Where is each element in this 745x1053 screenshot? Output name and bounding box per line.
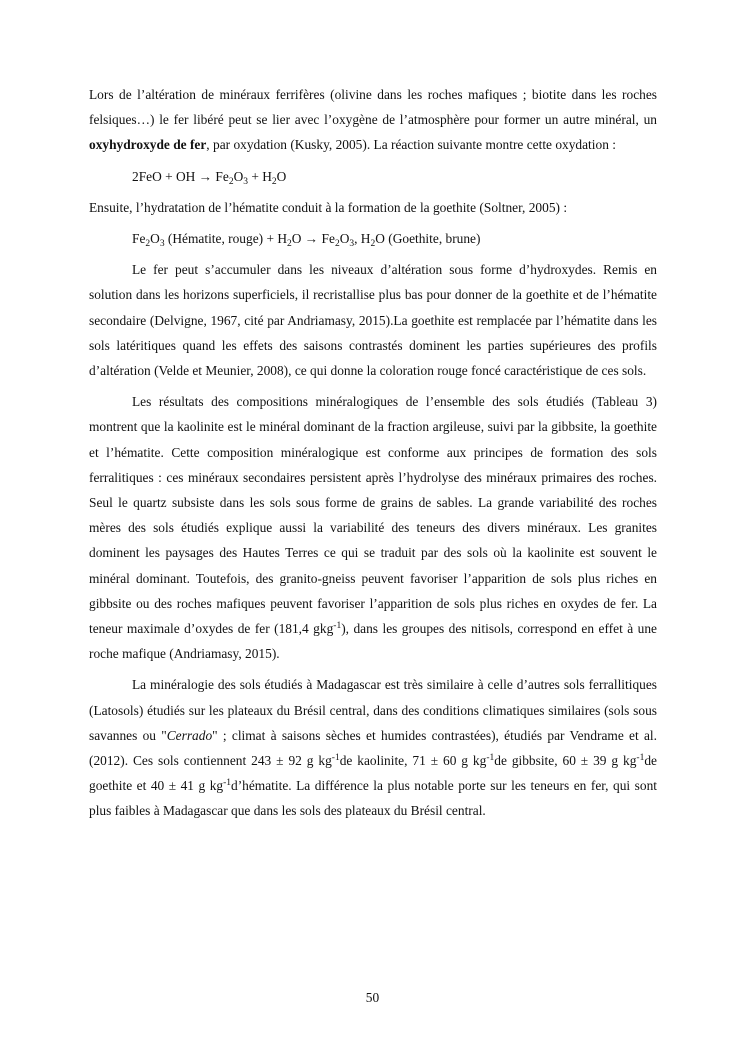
superscript: -1 [223,778,232,789]
eq-text: , H [354,231,371,247]
eq-subscript: 3 [349,239,355,250]
eq-text: (Hématite, rouge) + H [164,231,288,247]
eq-subscript: 2 [287,239,292,250]
text-run: La minéralogie des sols étudiés à Madagascar est très similaire à celle d’autres sols ferrallitiques (Latosols) étudiés sur les plateaux du Brésil central, dans des conditions climatiques similaires (sols sous savannes ou " [89,677,657,743]
equation-hydration [89,226,657,251]
text-run: d’hématite. La différence la plus notable porte sur les teneurs en fer, qui sont plus faibles à Madagascar que dans les sols des plateaux du Brésil central. [89,778,657,819]
eq-subscript: 3 [243,176,248,187]
paragraph-mineral-composition [89,389,657,666]
equation-oxidation [89,164,657,189]
document-body [89,82,657,824]
text-run: de gibbsite, 60 ± 39 g kg [494,753,637,769]
superscript: -1 [331,753,340,764]
italic-term: Cerrado [166,727,213,743]
bold-term: oxyhydroxyde de fer [89,137,207,153]
text-run: de goethite et 40 ± 41 g kg [89,753,657,794]
eq-subscript: 2 [271,176,277,187]
text-run: ), dans les groupes des nitisols, correspond en effet à une roche mafique (Andriamasy, 2015). [89,621,657,662]
eq-text: O [276,168,287,184]
text-run: Les résultats des compositions minéralogiques de l’ensemble des sols étudiés (Tableau 3) montrent que la kaolinite est le minéral dominant de la fraction argileuse, suivi par la gibbsite, la goethite et l’hématite. Cette composition minéralogique est conforme aux principes de formation des sols ferralitiques : ces minéraux secondaires persistent après l’hydrolyse des minéraux primaires des roches. Seul le quartz subsiste dans les sols sous forme de grains de sables. La grande variabilité des roches mères des sols étudiés explique aussi la variabilité des teneurs des divers minéraux. Les granites dominent les paysages des Hautes Terres ce qui se traduit par des sols où la kaolinite est souvent le minéral dominant. Toutefois, des granito-gneiss peuvent favoriser l’apparition de sols plus riches en gibbsite ou des roches mafiques peuvent favoriser l’apparition de sols plus riches en oxydes de fer. La teneur maximale d’oxydes de fer (181,4 gkg [89,394,657,637]
paragraph-alteration [89,82,657,158]
eq-subscript: 2 [145,239,151,250]
eq-text: Fe [132,231,146,247]
eq-subscript: 2 [370,239,376,250]
eq-text: O → Fe [291,231,335,247]
eq-subscript: 2 [228,176,234,187]
page-number: 50 [365,990,380,1005]
paragraph-iron-accumulation: Le fer peut s’accumuler dans les niveaux d’altération sous forme d’hydroxydes. Remis en solution dans les horizons superficiels, il recristallise plus bas pour donner de la goethite et de l’hématite secondaire (Delvigne, 1967, cité par Andriamasy, 2015).La goethite est remplacée par l’hématite dans les sols latéritiques quand les effets des saisons contrastés dominent les parties supérieures des profils d’altération (Velde et Meunier, 2008), ce qui donne la coloration rouge foncé caractéristique de ces sols. [89,262,657,379]
text-run: , par oxydation (Kusky, 2005). La réaction suivante montre cette oxydation : [206,137,616,153]
eq-subscript: 3 [159,239,165,250]
paragraph-hydration: Ensuite, l’hydratation de l’hématite conduit à la formation de la goethite (Soltner, 2005) : [89,199,568,215]
eq-subscript: 2 [334,239,340,250]
eq-text: + H [248,168,272,184]
paragraph-brazil-comparison [89,672,657,823]
eq-text: 2FeO + OH → Fe [132,168,229,184]
eq-text: O [150,231,160,247]
eq-text: O (Goethite, brune) [375,231,481,247]
eq-text: O [339,231,350,247]
superscript: -1 [333,621,342,632]
text-run: de kaolinite, 71 ± 60 g kg [339,753,487,769]
text-run: " ; climat à saisons sèches et humides contrastées), étudiés par Vendrame et al. (2012). Ces sols contiennent 243 ± 92 g kg [89,727,658,769]
eq-text: O [233,168,244,184]
superscript: -1 [636,753,645,764]
text-run: Lors de l’altération de minéraux ferrifères (olivine dans les roches mafiques ; biotite dans les roches felsiques…) le fer libéré peut se lier avec l’oxygène de l’atmosphère pour former un autre minéral, un [89,87,657,128]
superscript: -1 [486,753,495,764]
